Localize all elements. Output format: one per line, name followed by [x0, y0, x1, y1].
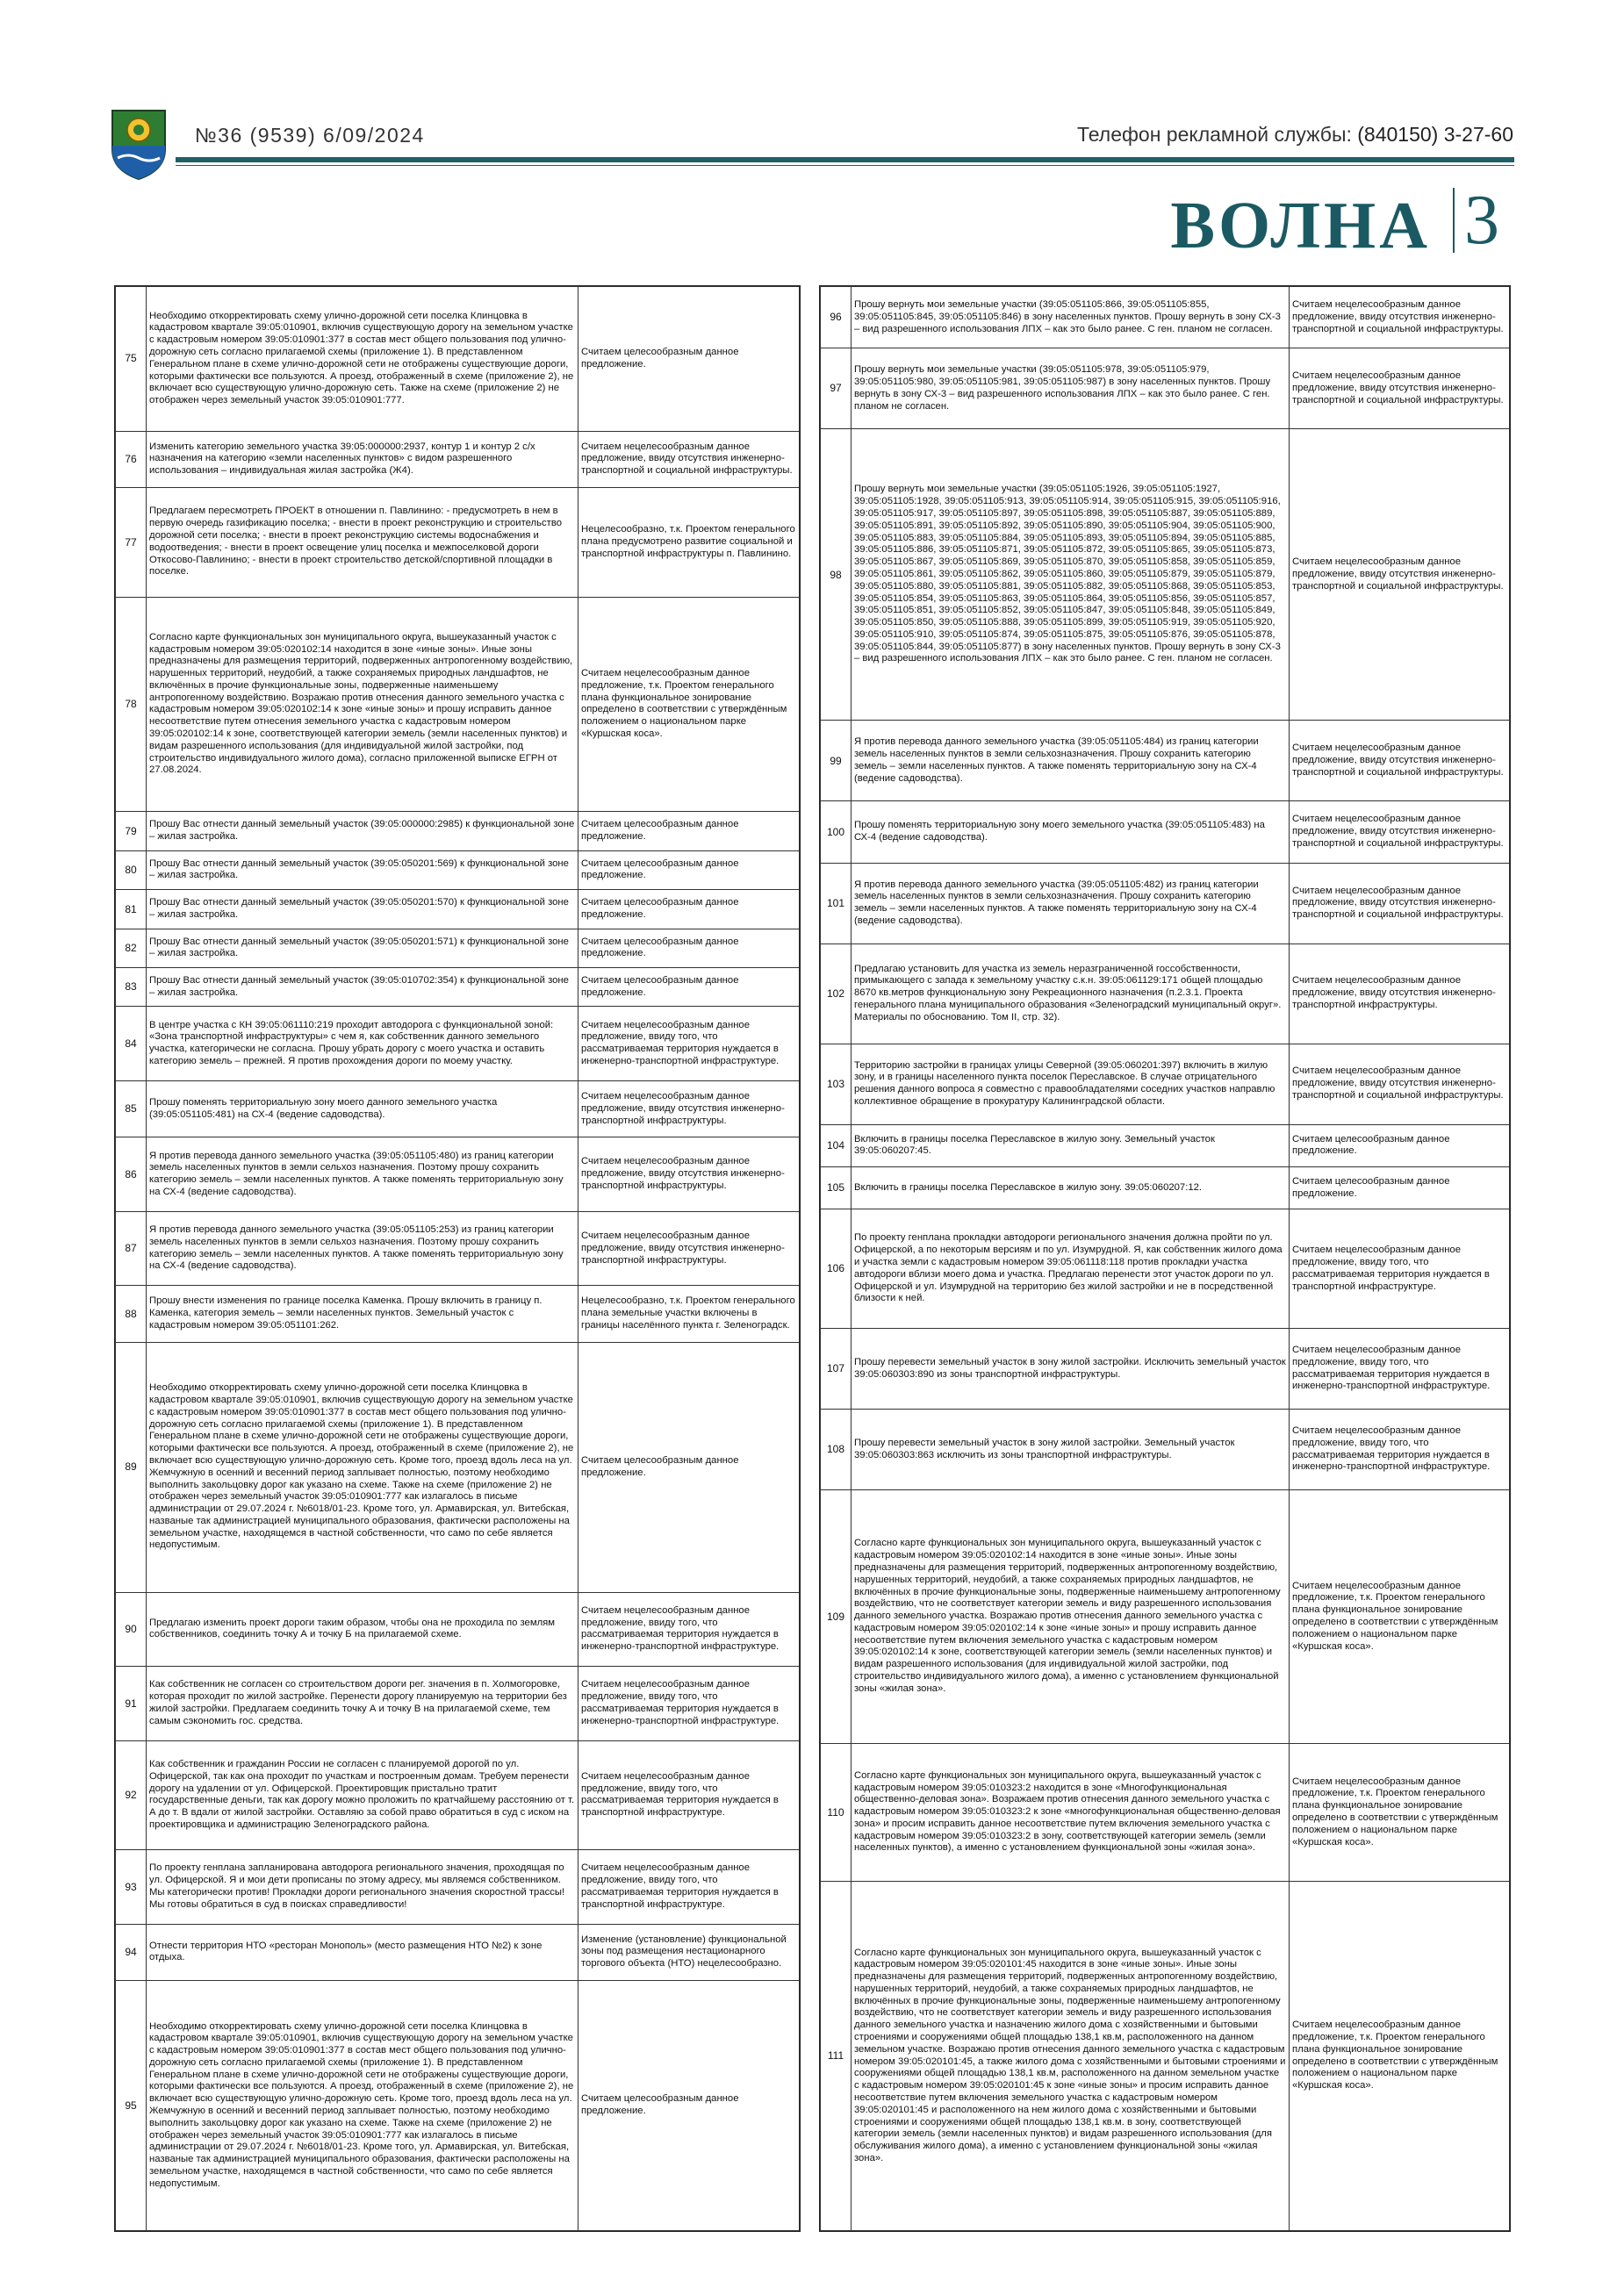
- table-row: [116, 1740, 800, 1850]
- proposal-text: Предлагаем пересмотреть ПРОЕКТ в отношении п. Павлинино: - предусмотреть в нем в первую очередь газификацию поселка; - внести в проект реконструкцию и строительство дорожной сети поселка; - внести в проект реконструкцию системы водоснабжения и водоотведения; - внести в проект освещение улиц поселка и межпоселковой дороги Откосово-Павлинино; - внести в проект строительство детской/спортивной площадки в поселке.: [147, 488, 578, 598]
- table-row: [821, 721, 1510, 801]
- proposal-text: Я против перевода данного земельного участка (39:05:051105:253) из границ категории земель населенных пунктов в земли сельхоз назначения. Поэтому прошу сохранить категорию земель – земли населенных пунктов. А также поменять территориальную зону на СХ-4 (ведение садоводства).: [147, 1211, 578, 1285]
- table-row: [821, 863, 1510, 944]
- table-row: [116, 1080, 800, 1137]
- table-row: [116, 287, 800, 432]
- table-row: [116, 1342, 800, 1592]
- commission-conclusion: Нецелесообразно, т.к. Проектом генерального плана предусмотрено развитие социальной и транспортной инфраструктуры п. Павлинино.: [578, 488, 800, 598]
- table-row: [116, 597, 800, 812]
- row-number: 83: [116, 968, 147, 1007]
- proposal-text: Прошу перевести земельный участок в зону жилой застройки. Исключить земельный участок 39:05:060303:890 из зоны транспортной инфраструктуры.: [852, 1329, 1290, 1410]
- right-table: [819, 285, 1511, 2232]
- commission-conclusion: Считаем нецелесообразным данное предложение, ввиду того, что рассматриваемая территория нуждается в инженерно-транспортной инфраструктуре.: [1290, 1329, 1510, 1410]
- row-number: 87: [116, 1211, 147, 1285]
- row-number: 90: [116, 1592, 147, 1666]
- page-number: 3: [1464, 182, 1499, 259]
- proposal-text: Согласно карте функциональных зон муниципального округа, вышеуказанный участок с кадастровым номером 39:05:010323:2 находится в зоне «Многофункциональная общественно-деловая зона». Возражаем против отнесения данного земельного участка с кадастровым номером 39:05:010323:2 к зоне «многофункциональная общественно-деловая зона» и просим исправить данное несоответствие путем включения земельного участка с кадастровым номером 39:05:010323:2 в зону, соответствующей категории земель (земли населенных пунктов), а именно с установлением функциональной зоны «жилая зона».: [852, 1743, 1290, 1882]
- proposal-text: Прошу поменять территориальную зону моего данного земельного участка (39:05:051105:481) на СХ-4 (ведение садоводства).: [147, 1080, 578, 1137]
- proposal-text: Прошу Вас отнести данный земельный участок (39:05:050201:569) к функциональной зоне – жилая застройка.: [147, 850, 578, 889]
- commission-conclusion: Считаем нецелесообразным данное предложение, ввиду того, что рассматриваемая территория нуждается в транспортной инфраструктуре.: [578, 1850, 800, 1924]
- proposal-text: Необходимо откорректировать схему улично-дорожной сети поселка Клинцовка в кадастровом квартале 39:05:010901, включив существующую дорогу на земельном участке с кадастровым номером 39:05:010901:377 в состав мест общего пользования под улично-дорожную сеть согласно прилагаемой схемы (приложение 1). В представленном Генеральном плане в схеме улично-дорожной сети не отображены существующие дороги, которыми фактически все пользуются. А проезд, отображенный в схеме (приложение 2), не включает всю существующую улично-дорожную сеть. Также на схеме (приложение 2) не отображен через земельный участок 39:05:010901:777.: [147, 287, 578, 432]
- page-header: [0, 0, 1624, 263]
- table-row: [821, 429, 1510, 721]
- row-number: 76: [116, 431, 147, 487]
- table-row: [116, 1592, 800, 1666]
- table-row: [116, 929, 800, 967]
- left-table: [114, 285, 801, 2232]
- proposal-text: Согласно карте функциональных зон муниципального округа, вышеуказанный участок с кадастровым номером 39:05:020102:14 находится в зоне «иные зоны». Иные зоны предназначены для размещения территорий, подверженных антропогенному воздействию, нарушенных территорий, неудобий, а также сохраняемых природных ландшафтов, не включённых в прочие функциональные зоны, подверженные наименьшему антропогенному воздействию, что не соответствует категории земель и виду разрешенного использования данного земельного участка. Возражаю против отнесения данного земельного участка с кадастровым номером 39:05:020102:14 к зоне «иные зоны» и прошу исправить данное несоответствие путем включения земельного участка с кадастровым номером 39:05:020102:14 к зоне, соответствующей категории земель (земли населенных пунктов) и видам разрешенного использования (для индивидуальной жилой застройки, под строительство индивидуального жилого дома), а именно с установлением функциональной зоны «жилая зона».: [852, 1490, 1290, 1743]
- row-number: 80: [116, 850, 147, 889]
- commission-conclusion: Считаем нецелесообразным данное предложение, ввиду того, что рассматриваемая территория нуждается в инженерно-транспортной инфраструктуре.: [578, 1592, 800, 1666]
- commission-conclusion: Считаем нецелесообразным данное предложение, ввиду отсутствия инженерно-транспортной и социальной инфраструктуры.: [1290, 348, 1510, 429]
- commission-conclusion: Считаем нецелесообразным данное предложение, ввиду отсутствия инженерно-транспортной инфраструктуры.: [578, 1080, 800, 1137]
- commission-conclusion: Считаем нецелесообразным данное предложение, ввиду отсутствия инженерно-транспортной инфраструктуры.: [578, 1211, 800, 1285]
- commission-conclusion: Считаем нецелесообразным данное предложение, т.к. Проектом генерального плана функциональное зонирование определено в соответствии с утверждённым положением о национальном парке «Куршская коса».: [1290, 1882, 1510, 2231]
- commission-conclusion: Считаем нецелесообразным данное предложение, т.к. Проектом генерального плана функциональное зонирование определено в соответствии с утверждённым положением о национальном парке «Куршская коса».: [578, 597, 800, 812]
- table-row: [821, 1410, 1510, 1490]
- table-row: [116, 1850, 800, 1924]
- row-number: 93: [116, 1850, 147, 1924]
- commission-conclusion: Считаем целесообразным данное предложение.: [578, 812, 800, 850]
- proposal-text: Необходимо откорректировать схему улично-дорожной сети поселка Клинцовка в кадастровом квартале 39:05:010901, включив существующую дорогу на земельном участке с кадастровым номером 39:05:010901:377 в состав мест общего пользования под улично-дорожную сеть согласно прилагаемой схемы (приложение 1). В представленном Генеральном плане в схеме улично-дорожной сети не отображены существующие дороги, которыми фактически все пользуются. А проезд, отображенный в схеме (приложение 2), не включает всю существующую улично-дорожную сеть. Кроме того, проезд вдоль леса на ул. Жемчужную в осенний и весенний период заплывает полностью, поэтому необходимо выполнить закольцовку дорог как указано на схеме. Также на схеме (приложение 2) не отображен через земельный участок 39:05:010901:777 как излагалось в письме администрации от 29.07.2024 г. №6018/01-23. Кроме того, ул. Армавирская, ул. Витебская, названые так администрацией муниципального образования, фактически расположены на земельном участке, находящемся в частной собственности, что само по себе является недопустимым.: [147, 1342, 578, 1592]
- row-number: 109: [821, 1490, 852, 1743]
- row-number: 94: [116, 1924, 147, 1980]
- proposal-text: Прошу перевести земельный участок в зону жилой застройки. Земельный участок 39:05:060303:863 исключить из зоны транспортной инфраструктуры.: [852, 1410, 1290, 1490]
- proposal-text: Предлагаю изменить проект дороги таким образом, чтобы она не проходила по землям собственников, соединить точку А и точку Б на прилагаемой схеме.: [147, 1592, 578, 1666]
- proposal-text: Территорию застройки в границах улицы Северной (39:05:060201:397) включить в жилую зону, и в границы населенного пункта поселок Переславское. В случае отрицательного решения данного вопроса я совместно с правообладателями соседних участков направлю коллективное обращение в прокуратуру Калининградской области.: [852, 1044, 1290, 1124]
- row-number: 88: [116, 1286, 147, 1342]
- commission-conclusion: Считаем нецелесообразным данное предложение, ввиду отсутствия инженерно-транспортной и социальной инфраструктуры.: [1290, 1044, 1510, 1124]
- table-row: [821, 1124, 1510, 1166]
- row-number: 97: [821, 348, 852, 429]
- row-number: 101: [821, 863, 852, 944]
- row-number: 89: [116, 1342, 147, 1592]
- row-number: 108: [821, 1410, 852, 1490]
- proposal-text: Прошу вернуть мои земельные участки (39:05:051105:866, 39:05:051105:855, 39:05:051105:845, 39:05:051105:846) в зону населенных пунктов. Прошу вернуть в зону СХ-3 – вид разрешенного использования ЛПХ – как это было ранее. С ген. планом не согласен.: [852, 287, 1290, 348]
- proposal-text: Прошу вернуть мои земельные участки (39:05:051105:978, 39:05:051105:979, 39:05:051105:980, 39:05:051105:981, 39:05:051105:987) в зону населенных пунктов. Прошу вернуть в зону СХ-3 – вид разрешенного использования ЛПХ – как это было ранее. С ген. планом не согласен.: [852, 348, 1290, 429]
- commission-conclusion: Считаем целесообразным данное предложение.: [578, 929, 800, 967]
- table-row: [821, 1329, 1510, 1410]
- commission-conclusion: Считаем нецелесообразным данное предложение, ввиду того, что рассматриваемая территория нуждается в транспортной инфраструктуре.: [1290, 1209, 1510, 1329]
- commission-conclusion: Считаем нецелесообразным данное предложение, ввиду отсутствия инженерно-транспортной и социальной инфраструктуры.: [1290, 287, 1510, 348]
- proposal-text: По проекту генплана прокладки автодороги регионального значения должна пройти по ул. Офицерской, а по некоторым версиям и по ул. Изумрудной. Я, как собственник жилого дома и участка земли с кадастровым номером 39:05:061118:118 против прокладки участка автодороги вблизи моего дома и участка. Предлагаю перенести этот участок дороги по ул. Офицерской и ул. Изумрудной на территорию без жилой застройки и не в посредственной близости к ней.: [852, 1209, 1290, 1329]
- table-row: [821, 1209, 1510, 1329]
- commission-conclusion: Считаем целесообразным данное предложение.: [578, 287, 800, 432]
- commission-conclusion: Считаем нецелесообразным данное предложение, ввиду того, что рассматриваемая территория нуждается в инженерно-транспортной инфраструктуре.: [1290, 1410, 1510, 1490]
- table-row: [116, 1924, 800, 1980]
- row-number: 103: [821, 1044, 852, 1124]
- header-rule: [176, 157, 1514, 162]
- row-number: 107: [821, 1329, 852, 1410]
- commission-conclusion: Изменение (установление) функциональной зоны под размещения нестационарного торгового объекта (НТО) нецелесообразно.: [578, 1924, 800, 1980]
- row-number: 95: [116, 1981, 147, 2231]
- advertising-phone: [1077, 123, 1513, 147]
- commission-conclusion: Считаем нецелесообразным данное предложение, ввиду отсутствия инженерно-транспортной и социальной инфраструктуры.: [1290, 721, 1510, 801]
- proposal-text: Прошу Вас отнести данный земельный участок (39:05:010702:354) к функциональной зоне – жилая застройка.: [147, 968, 578, 1007]
- table-row: [116, 1667, 800, 1740]
- proposal-text: Я против перевода данного земельного участка (39:05:051105:480) из границ категории земель населенных пунктов в земли сельхоз назначения. Поэтому прошу сохранить категорию земель – земли населенных пунктов. А также поменять территориальную зону на СХ-4 (ведение садоводства).: [147, 1137, 578, 1211]
- table-row: [116, 488, 800, 598]
- table-row: [116, 968, 800, 1007]
- coat-of-arms-icon: [111, 107, 167, 181]
- proposal-text: Как собственник и гражданин России не согласен с планируемой дорогой по ул. Офицерской, так как она проходит по участкам и построенным домам. Требуем перенести дорогу на удалении от ул. Офицерской. Проектировщик пристально тратит государственные деньги, так как дорогу можно проложить по кратчайшему расстоянию от т. А до т. В вдали от жилой застройки. Оставляю за собой право обратиться в суд с иском на проектировщика и администрацию Зеленоградского района.: [147, 1740, 578, 1850]
- row-number: 106: [821, 1209, 852, 1329]
- row-number: 98: [821, 429, 852, 721]
- row-number: 75: [116, 287, 147, 432]
- row-number: 86: [116, 1137, 147, 1211]
- commission-conclusion: Считаем целесообразным данное предложение.: [578, 890, 800, 929]
- proposal-text: Прошу поменять территориальную зону моего земельного участка (39:05:051105:483) на СХ-4 (ведение садоводства).: [852, 801, 1290, 863]
- proposal-text: Изменить категорию земельного участка 39:05:000000:2937, контур 1 и контур 2 с/х назначения на категорию «земли населенных пунктов» с видом разрешенного использования – индивидуальная жилая застройка (Ж4).: [147, 431, 578, 487]
- commission-conclusion: Считаем целесообразным данное предложение.: [578, 1981, 800, 2231]
- proposal-text: По проекту генплана запланирована автодорога регионального значения, проходящая по ул. Офицерской. Я и мои дети прописаны по этому адресу, мы являемся собственником. Мы категорически против! Прокладки дороги регионального значения скоростной трассы! Мы готовы обратиться в суд в поисках справедливости!: [147, 1850, 578, 1924]
- row-number: 104: [821, 1124, 852, 1166]
- row-number: 111: [821, 1882, 852, 2231]
- table-row: [116, 431, 800, 487]
- commission-conclusion: Считаем нецелесообразным данное предложение, ввиду отсутствия инженерно-транспортной инфраструктуры.: [1290, 944, 1510, 1044]
- commission-conclusion: Считаем нецелесообразным данное предложение, т.к. Проектом генерального плана функциональное зонирование определено в соответствии с утверждённым положением о национальном парке «Куршская коса».: [1290, 1743, 1510, 1882]
- row-number: 84: [116, 1007, 147, 1080]
- table-row: [821, 287, 1510, 348]
- row-number: 77: [116, 488, 147, 598]
- page-number-divider: [1453, 188, 1455, 253]
- commission-conclusion: Считаем целесообразным данное предложение.: [1290, 1167, 1510, 1209]
- proposal-text: Прошу Вас отнести данный земельный участок (39:05:000000:2985) к функциональной зоне – жилая застройка.: [147, 812, 578, 850]
- commission-conclusion: Считаем нецелесообразным данное предложение, ввиду отсутствия инженерно-транспортной и социальной инфраструктуры.: [578, 431, 800, 487]
- table-row: [821, 1743, 1510, 1882]
- proposal-text: Предлагаю установить для участка из земель неразграниченной госсобственности, примыкающего с запада к земельному участку с.к.н. 39:05:061129:171 общей площадью 8670 кв.метров функциональную зону Рекреационного назначения (п.2.3.1. Проекта генерального плана муниципального образования «Зеленоградский муниципальный округ». Материалы по обоснованию. Том II, стр. 32).: [852, 944, 1290, 1044]
- commission-conclusion: Считаем целесообразным данное предложение.: [578, 968, 800, 1007]
- commission-conclusion: Считаем нецелесообразным данное предложение, ввиду отсутствия инженерно-транспортной и социальной инфраструктуры.: [1290, 429, 1510, 721]
- proposal-text: Согласно карте функциональных зон муниципального округа, вышеуказанный участок с кадастровым номером 39:05:020102:14 находится в зоне «иные зоны». Иные зоны предназначены для размещения территорий, подверженных антропогенному воздействию, нарушенных территорий, неудобий, а также сохраняемых природных ландшафтов, не включённых в прочие функциональные зоны, подверженные наименьшему антропогенному воздействию. Возражаю против отнесения данного земельного участка с кадастровым номером 39:05:020102:14 к зоне «иные зоны» и прошу исправить данное несоответствие путем отнесения земельного участка с кадастровым номером 39:05:020102:14 к зоне, соответствующей категории земель (земли населенных пунктов) и видам разрешенного использования (для индивидуальной жилой застройки, под строительство индивидуального жилого дома), согласно приложенной выписке ЕГРН от 27.08.2024.: [147, 597, 578, 812]
- table-row: [116, 1286, 800, 1342]
- table-row: [116, 890, 800, 929]
- header-rule-thin: [176, 165, 1514, 166]
- commission-conclusion: Считаем целесообразным данное предложение.: [578, 1342, 800, 1592]
- commission-conclusion: Считаем нецелесообразным данное предложение, ввиду того, что рассматриваемая территория нуждается в инженерно-транспортной инфраструктуре.: [578, 1667, 800, 1740]
- commission-conclusion: Считаем целесообразным данное предложение.: [578, 850, 800, 889]
- proposal-text: Включить в границы поселка Переславское в жилую зону. 39:05:060207:12.: [852, 1167, 1290, 1209]
- table-row: [116, 1211, 800, 1285]
- newspaper-title: ВОЛНА: [1170, 189, 1431, 262]
- proposal-text: Прошу вернуть мои земельные участки (39:05:051105:1926, 39:05:051105:1927, 39:05:051105:1928, 39:05:051105:913, 39:05:051105:914, 39:05:051105:915, 39:05:051105:916, 39:05:051105:917, 39:05:051105:897, 39:05:051105:898, 39:05:051105:887, 39:05:051105:889, 39:05:051105:891, 39:05:051105:892, 39:05:051105:890, 39:05:051105:904, 39:05:051105:900, 39:05:051105:883, 39:05:051105:884, 39:05:051105:893, 39:05:051105:894, 39:05:051105:885, 39:05:051105:886, 39:05:051105:871, 39:05:051105:872, 39:05:051105:865, 39:05:051105:873, 39:05:051105:867, 39:05:051105:869, 39:05:051105:870, 39:05:051105:858, 39:05:051105:859, 39:05:051105:861, 39:05:051105:862, 39:05:051105:860, 39:05:051105:879, 39:05:051105:879, 39:05:051105:880, 39:05:051105:881, 39:05:051105:882, 39:05:051105:868, 39:05:051105:853, 39:05:051105:854, 39:05:051105:863, 39:05:051105:864, 39:05:051105:856, 39:05:051105:857, 39:05:051105:851, 39:05:051105:852, 39:05:051105:847, 39:05:051105:848, 39:05:051105:849, 39:05:051105:850, 39:05:051105:888, 39:05:051105:899, 39:05:051105:919, 39:05:051105:920, 39:05:051105:910, 39:05:051105:874, 39:05:051105:875, 39:05:051105:876, 39:05:051105:878, 39:05:051105:844, 39:05:051105:877) в зону населенных пунктов. Прошу вернуть в зону СХ-3 – вид разрешенного использования ЛПХ – как это было ранее. С ген. планом не согласен.: [852, 429, 1290, 721]
- row-number: 110: [821, 1743, 852, 1882]
- proposal-text: Необходимо откорректировать схему улично-дорожной сети поселка Клинцовка в кадастровом квартале 39:05:010901, включив существующую дорогу на земельном участке с кадастровым номером 39:05:010901:377 в состав мест общего пользования под улично-дорожную сеть согласно прилагаемой схемы (приложение 1). В представленном Генеральном плане в схеме улично-дорожной сети не отображены существующие дороги, которыми фактически все пользуются. А проезд, отображенный в схеме (приложение 2), не включает всю существующую улично-дорожную сеть. Кроме того, проезд вдоль леса на ул. Жемчужную в осенний и весенний период заплывает полностью, поэтому необходимо выполнить закольцовку дорог как указано на схеме. Также на схеме (приложение 2) не отображен через земельный участок 39:05:010901:777 как излагалось в письме администрации от 29.07.2024 г. №6018/01-23. Кроме того, ул. Армавирская, ул. Витебская, названые так администрацией муниципального образования, фактически расположены на земельном участке, находящемся в частной собственности, что само по себе является недопустимым.: [147, 1981, 578, 2231]
- row-number: 78: [116, 597, 147, 812]
- table-row: [116, 1137, 800, 1211]
- proposal-text: Как собственник не согласен со строительством дороги рег. значения в п. Холмогоровке, которая проходит по жилой застройке. Перенести дорогу планируемую на территории без жилой застройки. Предлагаем соединить точку А и точку В на прилагаемой схеме, тем самым сэкономить гос. средства.: [147, 1667, 578, 1740]
- table-row: [821, 944, 1510, 1044]
- issue-info: №36 (9539) 6/09/2024: [195, 124, 425, 147]
- row-number: 85: [116, 1080, 147, 1137]
- proposal-text: Прошу Вас отнести данный земельный участок (39:05:050201:571) к функциональной зоне – жилая застройка.: [147, 929, 578, 967]
- row-number: 99: [821, 721, 852, 801]
- table-row: [821, 1490, 1510, 1743]
- proposal-text: Я против перевода данного земельного участка (39:05:051105:482) из границ категории земель населенных пунктов в земли сельхозназначения. Прошу сохранить категорию земель – земли населенных пунктов. А также поменять территориальную зону на СХ-4 (ведение садоводства).: [852, 863, 1290, 944]
- table-row: [821, 348, 1510, 429]
- table-row: [821, 1167, 1510, 1209]
- proposal-text: Включить в границы поселка Переславское в жилую зону. Земельный участок 39:05:060207:45.: [852, 1124, 1290, 1166]
- commission-conclusion: Считаем нецелесообразным данное предложение, ввиду того, что рассматриваемая территория нуждается в транспортной инфраструктуре.: [578, 1740, 800, 1850]
- row-number: 105: [821, 1167, 852, 1209]
- table-row: [116, 812, 800, 850]
- proposal-text: Согласно карте функциональных зон муниципального округа, вышеуказанный участок с кадастровым номером 39:05:020101:45 находится в зоне «иные зоны». Иные зоны предназначены для размещения территорий, подверженных антропогенному воздействию, нарушенных территорий, неудобий, а также сохраняемых природных ландшафтов, не включённых в прочие функциональные зоны, подверженные наименьшему антропогенному воздействию, что не соответствует категории земель и виду разрешенного использования данного земельного участка и назначению жилого дома с хозяйственными и бытовыми строениями и сооружениями общей площадью 138,1 кв.м, расположенного на данном земельном участке. Возражаю против отнесения данного земельного участка с кадастровым номером 39:05:020101:45, а также жилого дома с хозяйственными и бытовыми строениями и сооружениями общей площадью 138,1 кв.м, расположенного на данном земельном участке с кадастровым номером 39:05:020101:45 к зоне «иные зоны» и просим исправить данное несоответствие путем включения земельного участка с кадастровым номером 39:05:020101:45 и расположенного на нем жилого дома с хозяйственными и бытовыми строениями и сооружениями общей площадью 138,1 кв.м. в зону, соответствующей категории земель (земли населенных пунктов) и видам разрешенного использования (для обслуживания жилого дома), а именно с установлением функциональной зоны «жилая зона».: [852, 1882, 1290, 2231]
- table-row: [116, 1007, 800, 1080]
- row-number: 96: [821, 287, 852, 348]
- commission-conclusion: Считаем нецелесообразным данное предложение, ввиду того, что рассматриваемая территория нуждается в инженерно-транспортной инфраструктуре.: [578, 1007, 800, 1080]
- proposal-text: Прошу внести изменения по границе поселка Каменка. Прошу включить в границу п. Каменка, категория земель – земли населенных пунктов. Земельный участок с кадастровым номером 39:05:051101:262.: [147, 1286, 578, 1342]
- proposal-text: Прошу Вас отнести данный земельный участок (39:05:050201:570) к функциональной зоне – жилая застройка.: [147, 890, 578, 929]
- row-number: 81: [116, 890, 147, 929]
- row-number: 91: [116, 1667, 147, 1740]
- commission-conclusion: Считаем нецелесообразным данное предложение, ввиду отсутствия инженерно-транспортной и социальной инфраструктуры.: [1290, 863, 1510, 944]
- row-number: 102: [821, 944, 852, 1044]
- commission-conclusion: Считаем нецелесообразным данное предложение, ввиду отсутствия инженерно-транспортной и социальной инфраструктуры.: [1290, 801, 1510, 863]
- table-row: [116, 1981, 800, 2231]
- proposal-text: Отнести территория НТО «ресторан Монополь» (место размещения НТО №2) к зоне отдыха.: [147, 1924, 578, 1980]
- row-number: 82: [116, 929, 147, 967]
- commission-conclusion: Нецелесообразно, т.к. Проектом генерального плана земельные участки включены в границы населённого пункта г. Зеленоградск.: [578, 1286, 800, 1342]
- row-number: 79: [116, 812, 147, 850]
- table-row: [116, 850, 800, 889]
- table-row: [821, 1882, 1510, 2231]
- phone-label: Телефон рекламной службы:: [1076, 123, 1352, 146]
- phone-number: (840150) 3-27-60: [1357, 123, 1513, 146]
- commission-conclusion: Считаем нецелесообразным данное предложение, т.к. Проектом генерального плана функциональное зонирование определено в соответствии с утверждённым положением о национальном парке «Куршская коса».: [1290, 1490, 1510, 1743]
- row-number: 100: [821, 801, 852, 863]
- proposal-text: В центре участка с КН 39:05:061110:219 проходит автодорога с функциональной зоной: «Зона транспортной инфраструктуры» с чем я, как собственник данного земельного участка, категорически не согласна. Прошу убрать дорогу с моего участка и оставить категорию земель – прежней. Я против прохождения дороги по моему участку.: [147, 1007, 578, 1080]
- table-row: [821, 801, 1510, 863]
- commission-conclusion: Считаем целесообразным данное предложение.: [1290, 1124, 1510, 1166]
- commission-conclusion: Считаем нецелесообразным данное предложение, ввиду отсутствия инженерно-транспортной инфраструктуры.: [578, 1137, 800, 1211]
- row-number: 92: [116, 1740, 147, 1850]
- table-row: [821, 1044, 1510, 1124]
- proposal-text: Я против перевода данного земельного участка (39:05:051105:484) из границ категории земель населенных пунктов в земли сельхозназначения. Прошу сохранить категорию земель – земли населенных пунктов. А также поменять территориальную зону на СХ-4 (ведение садоводства).: [852, 721, 1290, 801]
